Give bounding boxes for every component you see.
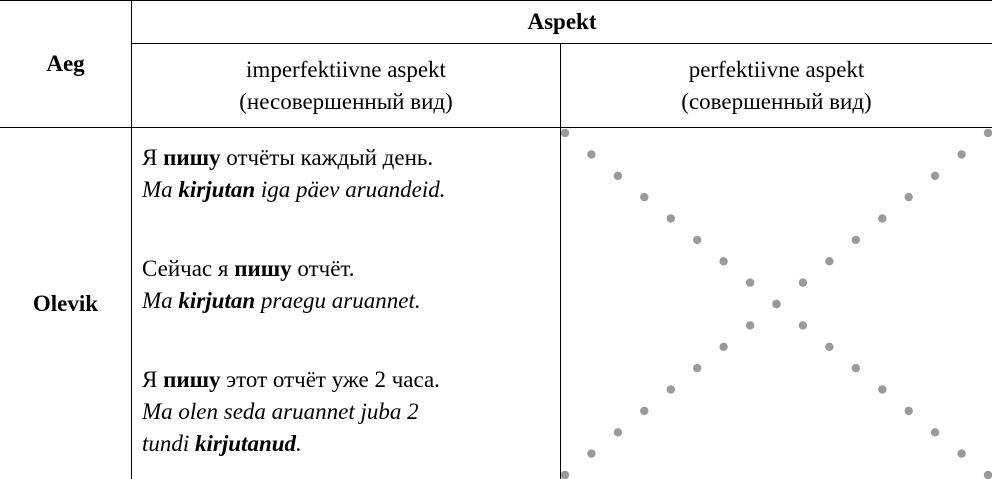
imperfective-label-ru: (несовершенный вид) bbox=[239, 88, 453, 114]
example-3-ru-post: этот отчёт уже 2 часа. bbox=[220, 367, 440, 392]
x-dot bbox=[799, 278, 807, 286]
x-dot bbox=[931, 428, 939, 436]
x-dot bbox=[984, 471, 992, 479]
example-3-ru-pre: Я bbox=[142, 367, 164, 392]
example-3-estonian-line-2 bbox=[142, 428, 440, 460]
example-3-et-post: . bbox=[296, 431, 302, 456]
dotted-x-icon bbox=[561, 129, 992, 479]
example-1-ru-verb: пишу bbox=[163, 145, 221, 170]
x-dot bbox=[984, 129, 992, 137]
x-dot bbox=[799, 321, 807, 329]
x-dot bbox=[614, 428, 622, 436]
example-2-ru-verb: пишу bbox=[234, 256, 292, 281]
example-2-russian bbox=[142, 253, 421, 285]
aspect-header-text: Aspekt bbox=[527, 9, 597, 34]
example-3-et-pre: tundi bbox=[142, 431, 196, 456]
example-3-estonian-line-1 bbox=[142, 396, 440, 428]
example-2 bbox=[142, 253, 421, 317]
example-3-ru-verb: пишу bbox=[163, 367, 221, 392]
example-3-russian bbox=[142, 364, 440, 396]
example-1 bbox=[142, 142, 446, 206]
x-dot bbox=[772, 300, 780, 308]
x-dot bbox=[693, 364, 701, 372]
example-2-et-pre: Ma bbox=[142, 288, 179, 313]
example-2-et-verb: kirjutan bbox=[178, 288, 256, 313]
example-1-estonian bbox=[142, 174, 446, 206]
x-dot bbox=[878, 214, 886, 222]
example-1-ru-pre: Я bbox=[142, 145, 164, 170]
perfective-label: perfektiivne aspekt bbox=[688, 56, 865, 82]
x-dot bbox=[825, 343, 833, 351]
example-1-ru-post: отчёты каждый день. bbox=[220, 145, 434, 170]
x-dot bbox=[614, 172, 622, 180]
x-dot bbox=[561, 129, 569, 137]
x-dot bbox=[719, 257, 727, 265]
example-1-et-post: iga päev aruandeid. bbox=[255, 177, 446, 202]
column-header-imperfective bbox=[132, 44, 560, 127]
x-dot bbox=[719, 343, 727, 351]
column-header-perfective bbox=[561, 44, 992, 127]
example-3-et-verb: kirjutanud bbox=[195, 431, 297, 456]
x-dot bbox=[825, 257, 833, 265]
row-label-text: Olevik bbox=[32, 290, 99, 316]
example-1-et-verb: kirjutan bbox=[178, 177, 256, 202]
example-2-et-post: praegu aruannet. bbox=[255, 288, 421, 313]
aspect-header bbox=[132, 1, 992, 43]
row-label-olevik bbox=[0, 128, 131, 479]
x-dot bbox=[693, 236, 701, 244]
imperfective-label: imperfektiivne aspekt bbox=[246, 56, 446, 82]
x-dot bbox=[905, 193, 913, 201]
example-3-et-line-1-text: Ma olen seda aruannet juba 2 bbox=[142, 399, 419, 424]
tense-header-text: Aeg bbox=[46, 51, 85, 76]
example-1-russian bbox=[142, 142, 446, 174]
x-dot bbox=[587, 449, 595, 457]
body-divider bbox=[0, 127, 992, 128]
example-2-ru-post: отчёт. bbox=[291, 256, 355, 281]
x-dot bbox=[931, 172, 939, 180]
x-dot bbox=[561, 471, 569, 479]
x-dot bbox=[905, 407, 913, 415]
x-dot bbox=[852, 236, 860, 244]
x-dot bbox=[640, 193, 648, 201]
x-dot bbox=[957, 150, 965, 158]
example-1-et-pre: Ma bbox=[142, 177, 179, 202]
x-dot bbox=[878, 385, 886, 393]
x-dot bbox=[667, 214, 675, 222]
x-dot bbox=[746, 278, 754, 286]
x-dot bbox=[852, 364, 860, 372]
x-dot bbox=[957, 449, 965, 457]
x-dot bbox=[587, 150, 595, 158]
example-2-ru-pre: Сейчас я bbox=[142, 256, 235, 281]
x-dot bbox=[746, 321, 754, 329]
tense-header bbox=[0, 1, 131, 127]
example-2-estonian bbox=[142, 285, 421, 317]
x-dot bbox=[667, 385, 675, 393]
x-dot bbox=[640, 407, 648, 415]
perfective-label-ru: (совершенный вид) bbox=[681, 88, 872, 114]
example-3 bbox=[142, 364, 440, 460]
